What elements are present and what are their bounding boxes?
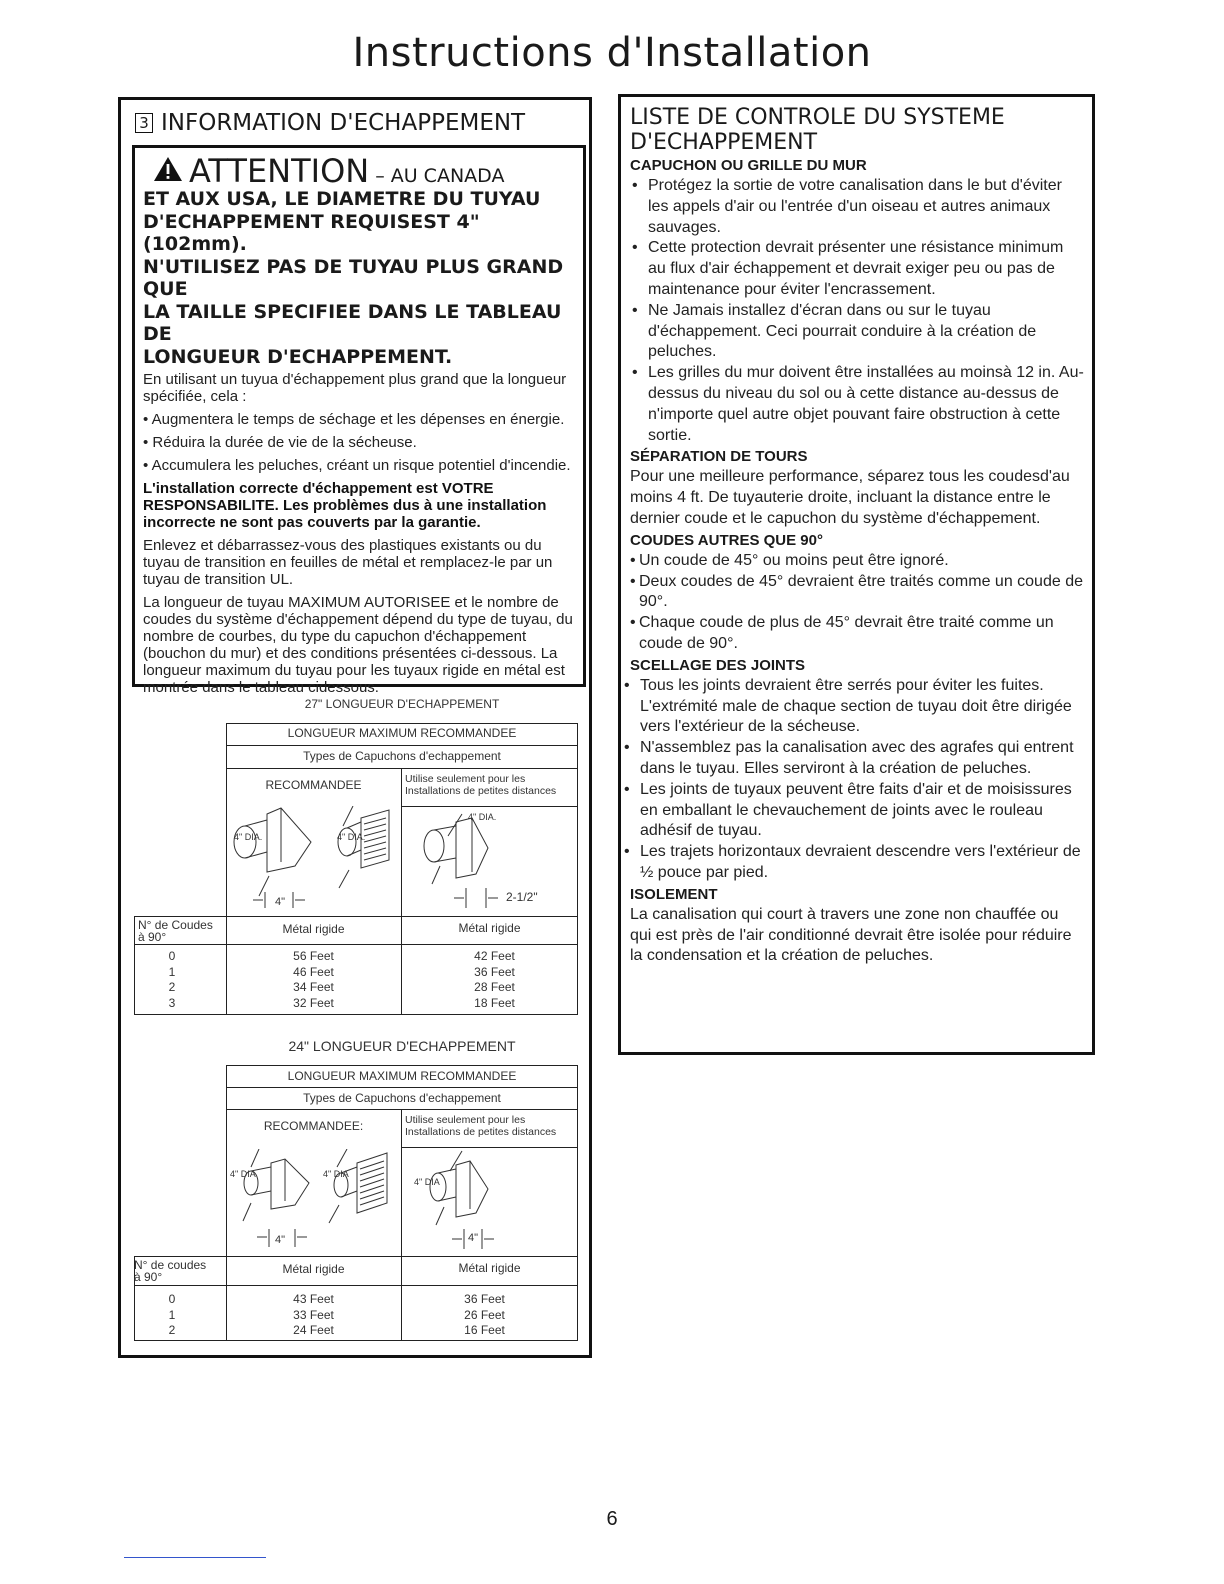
attention-box bbox=[132, 145, 586, 696]
list-item: • Protégez la sortie de votre canalisation dans le but d'éviter les appels d'air ou l'entrée d'un oiseau et autres animaux sauvages. bbox=[630, 176, 1084, 238]
list-item: • Les joints de tuyaux peuvent être faits d'air et de moisissures en emballant le chevauchement de joints avec le rouleau adhésif de tuyau. bbox=[622, 780, 1084, 842]
table-cell: 42 Feet bbox=[474, 949, 515, 963]
dia-label: 4" DIA bbox=[230, 1169, 256, 1179]
warning-line: ET AUX USA, LE DIAMETRE DU TUYAU bbox=[143, 188, 541, 210]
list-item: • Un coude de 45° ou moins peut être ignoré. bbox=[630, 551, 1084, 572]
remove-text: Enlevez et débarrassez-vous des plastiques existants ou du tuyau de transition en feuilles de métal et remplacez-le par un tuyau de transition UL. bbox=[143, 537, 553, 588]
table-cell: 56 Feet bbox=[293, 949, 334, 963]
dimension-label: 4" bbox=[275, 896, 286, 908]
subsection-title: SÉPARATION DE TOURS bbox=[630, 448, 808, 466]
dimension-label: 4" bbox=[275, 1234, 286, 1246]
table2-rec-values bbox=[226, 1292, 401, 1339]
section-title: INFORMATION D'ECHAPPEMENT bbox=[161, 110, 526, 136]
col-short-line: Utilise seulement pour les bbox=[405, 1114, 526, 1126]
section-number: 3 bbox=[135, 113, 153, 133]
table-cell: 2 bbox=[168, 1323, 176, 1337]
table-cell: 36 Feet bbox=[464, 1292, 505, 1306]
warning-line: LA TAILLE SPECIFIEE DANS LE TABLEAU DE bbox=[143, 300, 562, 345]
table2-short-values bbox=[401, 1292, 568, 1339]
table2-material-rec: Métal rigide bbox=[282, 1262, 345, 1276]
table2-elbows bbox=[134, 1292, 210, 1339]
table1-short-values bbox=[401, 949, 588, 1011]
table-cell: 0 bbox=[168, 949, 176, 963]
attention-body bbox=[143, 371, 575, 696]
checklist-title bbox=[630, 105, 1084, 155]
section-heading bbox=[135, 110, 525, 136]
table2-row-label bbox=[134, 1259, 206, 1283]
elbows-list bbox=[630, 551, 1084, 655]
page-title: Instructions d'Installation bbox=[352, 30, 872, 76]
table2-caption: 24" LONGUEUR D'ECHAPPEMENT bbox=[288, 1038, 516, 1054]
table1-col-recommended: RECOMMANDEE bbox=[265, 778, 362, 792]
joint-sealing-list bbox=[622, 676, 1084, 884]
table-cell: 33 Feet bbox=[293, 1307, 334, 1322]
page-number: 6 bbox=[606, 1508, 618, 1530]
short-run-hood-illustration bbox=[404, 808, 576, 914]
col-short-line: Installations de petites distances bbox=[405, 1126, 557, 1138]
table-cell: 3 bbox=[168, 995, 176, 1010]
subsection-title: COUDES AUTRES QUE 90° bbox=[630, 531, 823, 549]
list-item: • Chaque coude de plus de 45° devrait être traité comme un coude de 90°. bbox=[630, 613, 1084, 655]
list-item: • Les trajets horizontaux devraient descendre vers l'extérieur de ½ pouce par pied. bbox=[622, 842, 1084, 884]
table1-elbows bbox=[134, 949, 210, 1011]
checklist-title-line: D'ECHAPPEMENT bbox=[630, 130, 818, 155]
table-cell: 46 Feet bbox=[293, 964, 334, 979]
dia-label: 4" DIA. bbox=[234, 832, 263, 842]
list-item: • Tous les joints devraient être serrés pour éviter les fuites. L'extrémité male de chaque section de tuyau doit être dirigée vers l'extérieur de la sécheuse. bbox=[622, 676, 1084, 738]
table-cell: 24 Feet bbox=[293, 1323, 334, 1337]
table1-caption: 27" LONGUEUR D'ECHAPPEMENT bbox=[304, 697, 500, 711]
attention-title bbox=[153, 152, 575, 190]
recommended-hoods-illustration bbox=[229, 806, 399, 914]
recommended-hoods-illustration bbox=[229, 1149, 399, 1254]
table2-material-short: Métal rigide bbox=[458, 1261, 521, 1275]
dimension-label: 2-1/2" bbox=[506, 890, 538, 904]
dia-label: 4" DIA. bbox=[468, 812, 497, 822]
table-cell: 36 Feet bbox=[474, 964, 515, 979]
table-cell: 28 Feet bbox=[474, 980, 515, 994]
table-cell: 1 bbox=[168, 964, 176, 979]
table-cell: 18 Feet bbox=[474, 995, 515, 1010]
table-cell: 16 Feet bbox=[464, 1323, 505, 1337]
dia-label: 4" DIA bbox=[414, 1177, 440, 1187]
length-text: La longueur de tuyau MAXIMUM AUTORISEE et le nombre de coudes du système d'échappement dépend du type de tuyau, du nombre de courbes, du type du capuchon d'échappement (bouchon du mur) et des conditions présentées ci-dessous. La longueur maximum du tuyau pour les tuyaux rigide en métal est montrée dans le tableau cidessous. bbox=[143, 594, 573, 696]
responsibility-text: L'installation correcte d'échappement est VOTRE RESPONSABILITE. Les problèmes dus à une installation incorrecte ne sont pas couverts par la garantie. bbox=[143, 480, 547, 531]
table1-material-short: Métal rigide bbox=[458, 921, 521, 935]
dimension-label: 4" bbox=[468, 1232, 479, 1244]
attention-warning bbox=[143, 188, 575, 368]
footer-divider bbox=[124, 1557, 266, 1558]
table-cell: 1 bbox=[168, 1307, 176, 1322]
table1-header: LONGUEUR MAXIMUM RECOMMANDEE bbox=[287, 726, 517, 740]
table-cell: 43 Feet bbox=[293, 1292, 334, 1306]
table1-row-label bbox=[138, 919, 213, 943]
table-cell: 26 Feet bbox=[464, 1307, 505, 1322]
bullet-item: • Réduira la durée de vie de la sécheuse. bbox=[143, 434, 417, 451]
short-run-hood-illustration bbox=[404, 1149, 576, 1254]
table1-rec-values bbox=[226, 949, 401, 1011]
warning-line: N'UTILISEZ PAS DE TUYAU PLUS GRAND QUE bbox=[143, 255, 564, 300]
table-cell: 0 bbox=[168, 1292, 176, 1306]
row-label-line: à 90° bbox=[138, 930, 167, 944]
insulation-text: La canalisation qui court à travers une zone non chauffée ou qui est près de l'air conditionné devrait être isolée pour réduire la condensation et la création de peluches. bbox=[630, 905, 1072, 965]
wall-cap-list bbox=[630, 176, 1084, 446]
table-cell: 34 Feet bbox=[293, 980, 334, 994]
table2-col-recommended: RECOMMANDEE: bbox=[263, 1119, 364, 1133]
row-label-line: N° de Coudes bbox=[138, 918, 213, 932]
bullet-item: • Accumulera les peluches, créant un risque potentiel d'incendie. bbox=[143, 457, 571, 474]
warning-line: D'ECHAPPEMENT REQUISEST 4" (102mm). bbox=[143, 210, 480, 255]
table2-col-short bbox=[405, 1114, 577, 1138]
list-item: • N'assemblez pas la canalisation avec des agrafes qui entrent dans le tuyau. Elles serviront à la création de peluches. bbox=[622, 738, 1084, 780]
table-cell: 2 bbox=[168, 980, 176, 994]
row-label-line: à 90° bbox=[134, 1270, 163, 1284]
list-item: • Ne Jamais installez d'écran dans ou sur le tuyau d'échappement. Ceci pourrait conduire à la création de peluches. bbox=[630, 301, 1084, 363]
table1-material-rec: Métal rigide bbox=[282, 922, 345, 936]
attention-word: ATTENTION bbox=[189, 152, 370, 190]
checklist-title-line: LISTE DE CONTROLE DU SYSTEME bbox=[630, 105, 1005, 130]
exhaust-checklist-section bbox=[618, 94, 1095, 1055]
bullet-item: • Augmentera le temps de séchage et les dépenses en énergie. bbox=[143, 411, 565, 428]
table-cell: 32 Feet bbox=[293, 995, 334, 1010]
attention-suffix: – AU CANADA bbox=[375, 165, 505, 187]
dia-label: 4" DIA bbox=[323, 1169, 349, 1179]
table2-subheader: Types de Capuchons d'echappement bbox=[303, 1091, 501, 1105]
warning-icon bbox=[153, 156, 183, 182]
intro-text: En utilisant un tuyua d'échappement plus grand que la longueur spécifiée, cela : bbox=[143, 371, 567, 405]
separation-text: Pour une meilleure performance, séparez tous les coudesd'au moins 4 ft. De tuyauterie droite, incluant la distance entre le dernier coude et le capuchon du système d'échappement. bbox=[630, 468, 1070, 527]
list-item: • Deux coudes de 45° devraient être traités comme un coude de 90°. bbox=[630, 572, 1084, 614]
dia-label: 4" DIA. bbox=[337, 832, 366, 842]
subsection-title: SCELLAGE DES JOINTS bbox=[630, 656, 806, 674]
subsection-title: CAPUCHON OU GRILLE DU MUR bbox=[630, 157, 867, 174]
col-short-line: Installations de petites distances bbox=[405, 785, 557, 797]
list-item: • Cette protection devrait présenter une résistance minimum au flux d'air échappement et devrait exiger peu ou pas de maintenance pour éviter l'encrassement. bbox=[630, 238, 1084, 300]
col-short-line: Utilise seulement pour les bbox=[405, 773, 526, 785]
warning-line: LONGUEUR D'ECHAPPEMENT. bbox=[143, 345, 453, 368]
row-label-line: N° de coudes bbox=[134, 1258, 207, 1272]
table1-subheader: Types de Capuchons d'echappement bbox=[303, 749, 501, 763]
subsection-title: ISOLEMENT bbox=[630, 885, 718, 903]
table2-header: LONGUEUR MAXIMUM RECOMMANDEE bbox=[287, 1069, 517, 1083]
table1-col-short bbox=[405, 773, 577, 797]
list-item: • Les grilles du mur doivent être installées au moinsà 12 in. Au-dessus du niveau du sol ou à cette distance au-dessus de n'importe quel autre objet pouvant faire obstruction à cette sortie. bbox=[630, 363, 1084, 446]
